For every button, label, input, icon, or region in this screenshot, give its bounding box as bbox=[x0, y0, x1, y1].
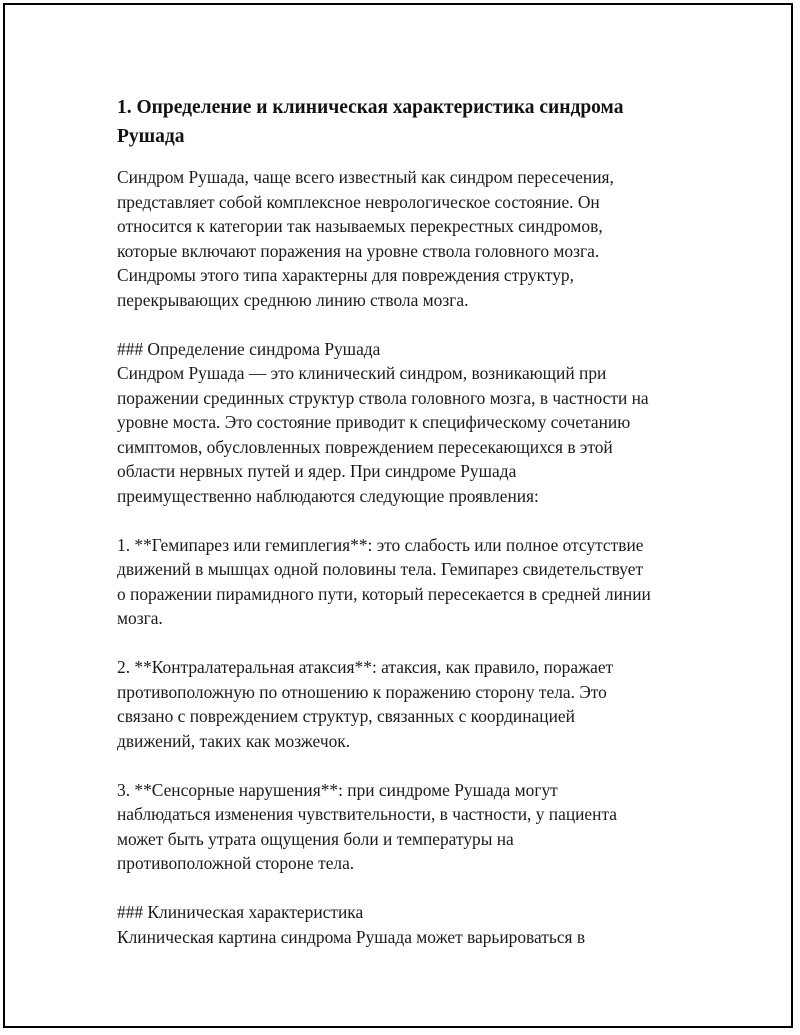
text-line: представляет собой комплексное неврологическое состояние. Он bbox=[117, 191, 600, 212]
text-line: Клиническая картина синдрома Рушада может варьироваться в bbox=[117, 926, 586, 947]
definition-paragraph bbox=[117, 337, 697, 509]
paragraph-gap bbox=[117, 312, 697, 337]
text-line: движений в мышцах одной половины тела. Гемипарез свидетельствует bbox=[117, 559, 644, 579]
text-line: 1. **Гемипарез или гемиплегия**: это слабость или полное отсутствие bbox=[117, 534, 644, 555]
text-line: Синдром Рушада, чаще всего известный как синдром пересечения, bbox=[117, 167, 614, 187]
paragraph-gap bbox=[117, 876, 697, 901]
text-line: 3. **Сенсорные нарушения**: при синдроме Рушада могут bbox=[117, 779, 558, 800]
clinical-paragraph bbox=[117, 900, 697, 949]
document-content bbox=[117, 93, 697, 949]
subheading-line: ### Клиническая характеристика bbox=[117, 902, 364, 922]
subheading-line: ### Определение синдрома Рушада bbox=[117, 338, 381, 359]
text-line: противоположную по отношению к поражению сторону тела. Это bbox=[117, 681, 607, 702]
text-line: относится к категории так называемых перекрестных синдромов, bbox=[117, 216, 603, 236]
text-line: перекрывающих среднюю линию ствола мозга. bbox=[117, 289, 469, 310]
text-line: может быть утрата ощущения боли и температуры на bbox=[117, 828, 514, 849]
text-line: связано с повреждением структур, связанных с координацией bbox=[117, 706, 575, 726]
text-line: уровне моста. Это состояние приводит к специфическому сочетанию bbox=[117, 412, 631, 432]
text-line: Синдромы этого типа характерны для повреждения структур, bbox=[117, 265, 574, 285]
list-item-sensory bbox=[117, 778, 697, 876]
text-line: поражении срединных структур ствола головного мозга, в частности на bbox=[117, 387, 649, 408]
text-line: симптомов, обусловленных повреждением пересекающихся в этой bbox=[117, 436, 613, 457]
text-line: движений, таких как мозжечок. bbox=[117, 730, 351, 751]
paragraph-gap bbox=[117, 508, 697, 533]
text-line: мозга. bbox=[117, 608, 163, 628]
list-item-ataxia bbox=[117, 655, 697, 753]
list-item-hemiparesis bbox=[117, 533, 697, 631]
text-line: Синдром Рушада — это клинический синдром, возникающий при bbox=[117, 363, 607, 383]
text-line: преимущественно наблюдаются следующие проявления: bbox=[117, 485, 539, 506]
title-line: 1. Определение и клиническая характеристика синдрома bbox=[117, 97, 624, 118]
text-line: о поражении пирамидного пути, который пересекается в средней линии bbox=[117, 583, 651, 604]
title-line: Рушада bbox=[117, 126, 185, 147]
text-line: наблюдаться изменения чувствительности, в частности, у пациента bbox=[117, 804, 617, 824]
section-title bbox=[117, 93, 697, 151]
paragraph-gap bbox=[117, 753, 697, 778]
text-line: которые включают поражения на уровне ствола головного мозга. bbox=[117, 240, 600, 261]
text-line: области нервных путей и ядер. При синдроме Рушада bbox=[117, 461, 517, 481]
intro-paragraph bbox=[117, 165, 697, 312]
text-line: 2. **Контралатеральная атаксия**: атаксия, как правило, поражает bbox=[117, 657, 614, 677]
text-line: противоположной стороне тела. bbox=[117, 853, 355, 873]
paragraph-gap bbox=[117, 631, 697, 656]
